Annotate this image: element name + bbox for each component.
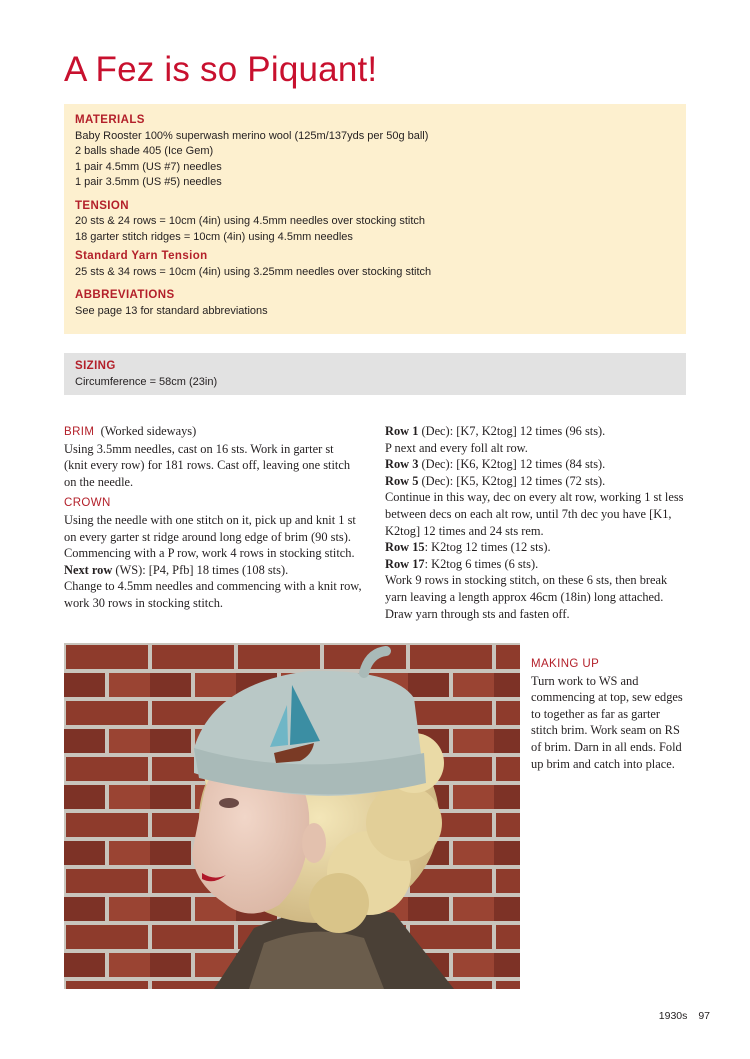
row-17-text: : K2tog 6 times (6 sts). (424, 556, 539, 571)
crown-text-line: Commencing with a P row, work 4 rows in stocking stitch. (64, 546, 355, 561)
page-footer (651, 1010, 710, 1022)
p-next-line: P next and every foll alt row. (385, 440, 528, 455)
instructions-right-column (385, 423, 703, 622)
page-number: 97 (698, 1010, 710, 1022)
row-3-line (385, 456, 703, 473)
making-up-section (531, 656, 711, 772)
row-17-label: Row 17 (385, 556, 425, 571)
row-1-line (385, 423, 703, 440)
sizing-heading: SIZING (75, 360, 116, 372)
crown-heading: CROWN (64, 497, 111, 510)
materials-line: 2 balls shade 405 (Ice Gem) (75, 145, 214, 157)
crown-next-row (64, 562, 364, 579)
final-line: Draw yarn through sts and fasten off. (385, 606, 570, 621)
making-up-line: stitch brim. Work seam on RS (531, 723, 680, 738)
brim-text-line: on the needle. (64, 474, 134, 489)
crown-text-line: Using the needle with one stitch on it, pick up and knit 1 st (64, 512, 356, 527)
making-up-heading: MAKING UP (531, 658, 600, 670)
next-row-label: Next row (64, 562, 113, 577)
final-line: yarn leaving a length approx 46cm (18in) long attached. (385, 589, 664, 604)
brim-first-line (64, 423, 364, 441)
row-5-label: Row 5 (385, 473, 419, 488)
materials-line: 1 pair 3.5mm (US #5) needles (75, 176, 222, 188)
making-up-line: of brim. Darn in all ends. Fold (531, 739, 682, 754)
materials-box (64, 104, 686, 334)
continue-line: K2tog] 12 times and 24 sts rem. (385, 523, 544, 538)
row-1-text: (Dec): [K7, K2tog] 12 times (96 sts). (418, 424, 606, 438)
crown-text-line: on every garter st ridge around long edge of brim (90 sts). (64, 529, 351, 544)
making-up-line: commencing at top, sew edges (531, 690, 683, 705)
crown-text-line: work 30 rows in stocking stitch. (64, 595, 224, 610)
continue-line: between decs on each alt row, until 7th dec you have [K1, (385, 506, 672, 521)
row-15-label: Row 15 (385, 540, 425, 555)
sizing-line: Circumference = 58cm (23in) (75, 375, 218, 388)
sizing-box (64, 353, 686, 395)
next-row-text: (WS): [P4, Pfb] 18 times (108 sts). (112, 562, 289, 577)
tension-line: 18 garter stitch ridges = 10cm (4in) using 4.5mm needles (75, 230, 353, 243)
tension-line: 20 sts & 24 rows = 10cm (4in) using 4.5mm needles over stocking stitch (75, 215, 426, 227)
row-17-line (385, 556, 703, 573)
standard-tension-heading: Standard Yarn Tension (75, 250, 208, 262)
page-title: A Fez is so Piquant! (64, 50, 378, 89)
making-up-line: up brim and catch into place. (531, 756, 675, 771)
continue-line: Continue in this way, dec on every alt row, working 1 st less (385, 490, 684, 505)
row-3-text: (Dec): [K6, K2tog] 12 times (84 sts). (418, 457, 606, 472)
final-line: Work 9 rows in stocking stitch, on these 6 sts, then break (385, 573, 668, 588)
brim-text-line: Using 3.5mm needles, cast on 16 sts. Work in garter st (64, 441, 334, 456)
tension-heading: TENSION (75, 199, 129, 212)
materials-line: 1 pair 4.5mm (US #7) needles (75, 160, 222, 173)
materials-heading: MATERIALS (75, 114, 145, 126)
row-1-label: Row 1 (385, 424, 419, 438)
brim-note: (Worked sideways) (100, 424, 197, 438)
row-5-line (385, 473, 703, 490)
abbreviations-heading: ABBREVIATIONS (75, 289, 175, 301)
row-15-line (385, 539, 703, 556)
crown-text-line: Change to 4.5mm needles and commencing with a knit row, (64, 579, 362, 594)
standard-tension-line: 25 sts & 34 rows = 10cm (4in) using 3.25mm needles over stocking stitch (75, 265, 432, 278)
brim-heading: BRIM (64, 426, 95, 438)
instructions-left-column (64, 423, 364, 612)
brim-text-line: (knit every row) for 181 rows. Cast off, leaving one stitch (64, 458, 351, 473)
footer-section: 1930s (658, 1010, 688, 1022)
row-15-text: : K2tog 12 times (12 sts). (424, 540, 551, 555)
making-up-line: to together as far as garter (531, 706, 661, 721)
row-3-label: Row 3 (385, 457, 419, 472)
materials-line: Baby Rooster 100% superwash merino wool (125m/137yds per 50g ball) (75, 129, 429, 142)
making-up-line: Turn work to WS and (531, 673, 639, 688)
row-5-text: (Dec): [K5, K2tog] 12 times (72 sts). (418, 473, 606, 488)
abbreviations-line: See page 13 for standard abbreviations (75, 304, 268, 317)
model-photo (64, 643, 520, 989)
